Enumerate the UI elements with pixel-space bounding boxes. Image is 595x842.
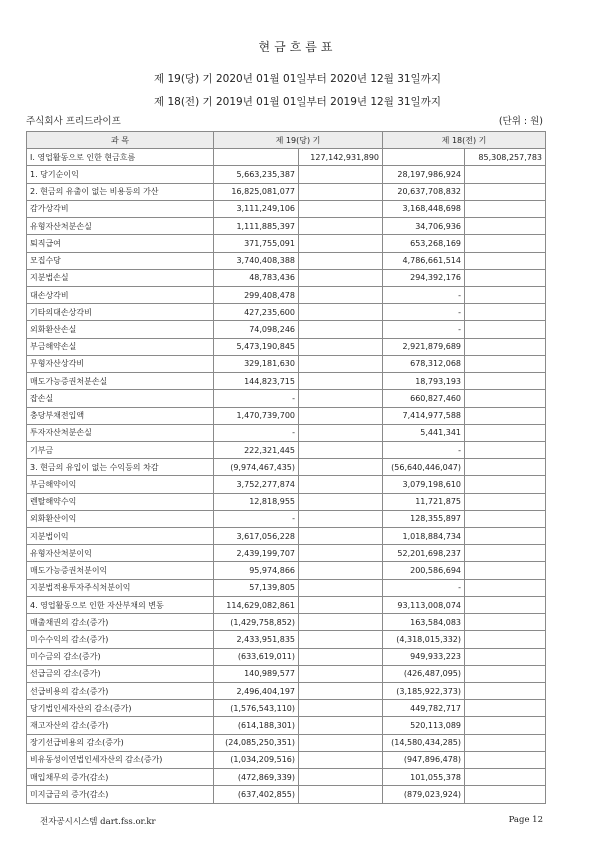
current-item-amount: (9,974,467,435) [214, 459, 299, 476]
current-subtotal-amount [299, 441, 383, 458]
current-subtotal-amount [299, 596, 383, 613]
current-item-amount: 5,663,235,387 [214, 166, 299, 183]
prior-item-amount: 128,355,897 [383, 510, 465, 527]
row-label: 기타의대손상각비 [27, 304, 214, 321]
unit-label: (단위 : 원) [498, 116, 543, 127]
prior-subtotal-amount [465, 304, 546, 321]
current-subtotal-amount [299, 321, 383, 338]
current-item-amount: 329,181,630 [214, 355, 299, 372]
table-row [27, 355, 546, 372]
prior-item-amount: 4,786,661,514 [383, 252, 465, 269]
row-label: 미지급금의 증가(감소) [27, 786, 214, 803]
row-label: 매출채권의 감소(증가) [27, 614, 214, 631]
prior-item-amount: 52,201,698,237 [383, 545, 465, 562]
current-item-amount: - [214, 510, 299, 527]
prior-item-amount: 1,018,884,734 [383, 528, 465, 545]
table-row [27, 183, 546, 200]
prior-item-amount: (3,185,922,373) [383, 683, 465, 700]
row-label: 잡손실 [27, 390, 214, 407]
current-subtotal-amount [299, 218, 383, 235]
prior-subtotal-amount [465, 218, 546, 235]
header-current-period: 제 19(당) 기 [214, 132, 383, 149]
prior-subtotal-amount [465, 631, 546, 648]
current-subtotal-amount [299, 493, 383, 510]
current-subtotal-amount [299, 528, 383, 545]
table-row [27, 424, 546, 441]
table-row [27, 304, 546, 321]
prior-subtotal-amount [465, 786, 546, 803]
row-label: 부금해약이익 [27, 476, 214, 493]
current-item-amount: - [214, 390, 299, 407]
prior-subtotal-amount [465, 545, 546, 562]
prior-subtotal-amount [465, 579, 546, 596]
row-label: 무형자산상각비 [27, 355, 214, 372]
current-item-amount: 427,235,600 [214, 304, 299, 321]
table-row [27, 700, 546, 717]
prior-item-amount: - [383, 579, 465, 596]
row-label: 매도가능증권처분이익 [27, 562, 214, 579]
prior-subtotal-amount [465, 493, 546, 510]
table-row [27, 269, 546, 286]
header-account: 과 목 [27, 132, 214, 149]
table-row [27, 562, 546, 579]
prior-subtotal-amount [465, 200, 546, 217]
table-row [27, 786, 546, 803]
current-item-amount: (472,869,339) [214, 769, 299, 786]
prior-item-amount: 5,441,341 [383, 424, 465, 441]
prior-item-amount: - [383, 441, 465, 458]
table-row [27, 665, 546, 682]
current-subtotal-amount [299, 304, 383, 321]
row-label: 매입채무의 증가(감소) [27, 769, 214, 786]
prior-item-amount: 678,312,068 [383, 355, 465, 372]
current-subtotal-amount [299, 648, 383, 665]
prior-item-amount: (14,580,434,285) [383, 734, 465, 751]
table-row [27, 579, 546, 596]
table-row [27, 459, 546, 476]
current-subtotal-amount: 127,142,931,890 [299, 149, 383, 166]
row-label: 1. 당기순이익 [27, 166, 214, 183]
prior-subtotal-amount [465, 648, 546, 665]
prior-subtotal-amount [465, 562, 546, 579]
row-label: 기부금 [27, 441, 214, 458]
row-label: 유형자산처분손실 [27, 218, 214, 235]
prior-item-amount: 2,921,879,689 [383, 338, 465, 355]
prior-item-amount: 3,168,448,698 [383, 200, 465, 217]
row-label: Ⅰ. 영업활동으로 인한 현금흐름 [27, 149, 214, 166]
table-row [27, 441, 546, 458]
row-label: 대손상각비 [27, 286, 214, 303]
current-item-amount: 3,111,249,106 [214, 200, 299, 217]
current-subtotal-amount [299, 631, 383, 648]
current-item-amount: 2,433,951,835 [214, 631, 299, 648]
prior-subtotal-amount [465, 700, 546, 717]
row-label: 4. 영업활동으로 인한 자산부채의 변동 [27, 596, 214, 613]
current-subtotal-amount [299, 338, 383, 355]
period-prior: 제 18(전) 기 2019년 01월 01일부터 2019년 12월 31일까지 [153, 96, 441, 108]
current-subtotal-amount [299, 562, 383, 579]
table-row [27, 717, 546, 734]
table-row [27, 200, 546, 217]
current-subtotal-amount [299, 235, 383, 252]
table-row [27, 734, 546, 751]
prior-subtotal-amount [465, 596, 546, 613]
prior-subtotal-amount [465, 510, 546, 527]
row-label: 렌탈해약수익 [27, 493, 214, 510]
current-subtotal-amount [299, 734, 383, 751]
current-item-amount: 3,617,056,228 [214, 528, 299, 545]
current-item-amount: 3,740,408,388 [214, 252, 299, 269]
prior-subtotal-amount [465, 407, 546, 424]
current-subtotal-amount [299, 476, 383, 493]
row-label: 선급비용의 감소(증가) [27, 683, 214, 700]
company-name: 주식회사 프리드라이프 [26, 116, 121, 127]
current-subtotal-amount [299, 579, 383, 596]
prior-subtotal-amount [465, 424, 546, 441]
prior-subtotal-amount [465, 614, 546, 631]
prior-subtotal-amount [465, 269, 546, 286]
current-item-amount: 16,825,081,077 [214, 183, 299, 200]
row-label: 부금해약손실 [27, 338, 214, 355]
current-subtotal-amount [299, 424, 383, 441]
current-item-amount: 114,629,082,861 [214, 596, 299, 613]
table-row [27, 769, 546, 786]
row-label: 매도가능증권처분손실 [27, 373, 214, 390]
table-row [27, 373, 546, 390]
prior-item-amount: (4,318,015,332) [383, 631, 465, 648]
current-item-amount: (633,619,011) [214, 648, 299, 665]
table-row [27, 149, 546, 166]
row-label: 외화환산이익 [27, 510, 214, 527]
table-row [27, 321, 546, 338]
prior-item-amount: 449,782,717 [383, 700, 465, 717]
prior-subtotal-amount [465, 321, 546, 338]
prior-subtotal-amount [465, 769, 546, 786]
current-subtotal-amount [299, 459, 383, 476]
current-item-amount: 74,098,246 [214, 321, 299, 338]
row-label: 외화환산손실 [27, 321, 214, 338]
current-item-amount [214, 149, 299, 166]
current-item-amount: (614,188,301) [214, 717, 299, 734]
current-item-amount: 222,321,445 [214, 441, 299, 458]
row-label: 비유동성이연법인세자산의 감소(증가) [27, 751, 214, 768]
prior-item-amount: - [383, 286, 465, 303]
current-subtotal-amount [299, 545, 383, 562]
table-row [27, 510, 546, 527]
table-row [27, 338, 546, 355]
prior-subtotal-amount [465, 717, 546, 734]
prior-item-amount: 520,113,089 [383, 717, 465, 734]
header-prior-period: 제 18(전) 기 [383, 132, 546, 149]
current-subtotal-amount [299, 700, 383, 717]
prior-item-amount: 20,637,708,832 [383, 183, 465, 200]
prior-subtotal-amount [465, 183, 546, 200]
prior-subtotal-amount [465, 390, 546, 407]
prior-subtotal-amount [465, 683, 546, 700]
prior-item-amount: (879,023,924) [383, 786, 465, 803]
table-row [27, 493, 546, 510]
prior-item-amount: 93,113,008,074 [383, 596, 465, 613]
row-label: 당기법인세자산의 감소(증가) [27, 700, 214, 717]
current-item-amount: 371,755,091 [214, 235, 299, 252]
row-label: 미수금의 감소(증가) [27, 648, 214, 665]
table-row [27, 648, 546, 665]
statement-title: 현금흐름표 [258, 40, 337, 54]
current-item-amount: 48,783,436 [214, 269, 299, 286]
prior-item-amount: (947,896,478) [383, 751, 465, 768]
row-label: 2. 현금의 유출이 없는 비용등의 가산 [27, 183, 214, 200]
current-subtotal-amount [299, 390, 383, 407]
prior-item-amount: 949,933,223 [383, 648, 465, 665]
current-item-amount: (1,576,543,110) [214, 700, 299, 717]
current-subtotal-amount [299, 252, 383, 269]
current-subtotal-amount [299, 286, 383, 303]
current-item-amount: (1,034,209,516) [214, 751, 299, 768]
row-label: 선급금의 감소(증가) [27, 665, 214, 682]
current-item-amount: 57,139,805 [214, 579, 299, 596]
current-item-amount: (24,085,250,351) [214, 734, 299, 751]
row-label: 충당부채전입액 [27, 407, 214, 424]
row-label: 모집수당 [27, 252, 214, 269]
table-row [27, 218, 546, 235]
current-subtotal-amount [299, 769, 383, 786]
current-subtotal-amount [299, 751, 383, 768]
prior-item-amount: 200,586,694 [383, 562, 465, 579]
row-label: 투자자산처분손실 [27, 424, 214, 441]
prior-item-amount: - [383, 321, 465, 338]
footer-source: 전자공시시스템 dart.fss.or.kr [40, 817, 156, 827]
prior-subtotal-amount [465, 235, 546, 252]
current-subtotal-amount [299, 166, 383, 183]
row-label: 유형자산처분이익 [27, 545, 214, 562]
prior-subtotal-amount [465, 252, 546, 269]
current-item-amount: 1,470,739,700 [214, 407, 299, 424]
current-item-amount: 3,752,277,874 [214, 476, 299, 493]
current-item-amount: 144,823,715 [214, 373, 299, 390]
table-row [27, 751, 546, 768]
table-row [27, 596, 546, 613]
row-label: 미수수익의 감소(증가) [27, 631, 214, 648]
prior-item-amount: (426,487,095) [383, 665, 465, 682]
current-item-amount: 12,818,955 [214, 493, 299, 510]
period-current: 제 19(당) 기 2020년 01월 01일부터 2020년 12월 31일까지 [153, 73, 441, 85]
current-item-amount: 2,496,404,197 [214, 683, 299, 700]
prior-item-amount: 163,584,083 [383, 614, 465, 631]
prior-item-amount: 653,268,169 [383, 235, 465, 252]
prior-item-amount: 34,706,936 [383, 218, 465, 235]
table-header-row [27, 132, 546, 149]
cash-flow-table [26, 131, 546, 804]
prior-item-amount: 101,055,378 [383, 769, 465, 786]
current-subtotal-amount [299, 510, 383, 527]
prior-subtotal-amount [465, 355, 546, 372]
current-subtotal-amount [299, 614, 383, 631]
current-item-amount: (637,402,855) [214, 786, 299, 803]
current-item-amount: - [214, 424, 299, 441]
table-row [27, 683, 546, 700]
current-subtotal-amount [299, 183, 383, 200]
prior-subtotal-amount [465, 338, 546, 355]
prior-subtotal-amount [465, 166, 546, 183]
table-row [27, 166, 546, 183]
table-row [27, 545, 546, 562]
current-subtotal-amount [299, 373, 383, 390]
prior-subtotal-amount [465, 286, 546, 303]
current-item-amount: (1,429,758,852) [214, 614, 299, 631]
table-row [27, 614, 546, 631]
prior-subtotal-amount [465, 373, 546, 390]
current-item-amount: 140,989,577 [214, 665, 299, 682]
row-label: 3. 현금의 유입이 없는 수익등의 차감 [27, 459, 214, 476]
prior-item-amount: 18,793,193 [383, 373, 465, 390]
row-label: 지분법손실 [27, 269, 214, 286]
row-label: 지분법적용투자주식처분이익 [27, 579, 214, 596]
row-label: 감가상각비 [27, 200, 214, 217]
prior-subtotal-amount: 85,308,257,783 [465, 149, 546, 166]
table-row [27, 476, 546, 493]
prior-subtotal-amount [465, 476, 546, 493]
prior-item-amount: 11,721,875 [383, 493, 465, 510]
table-row [27, 528, 546, 545]
prior-subtotal-amount [465, 751, 546, 768]
table-row [27, 235, 546, 252]
table-row [27, 390, 546, 407]
row-label: 퇴직급여 [27, 235, 214, 252]
prior-subtotal-amount [465, 441, 546, 458]
current-item-amount: 299,408,478 [214, 286, 299, 303]
prior-item-amount [383, 149, 465, 166]
current-subtotal-amount [299, 407, 383, 424]
current-subtotal-amount [299, 355, 383, 372]
current-subtotal-amount [299, 269, 383, 286]
table-row [27, 407, 546, 424]
prior-item-amount: 28,197,986,924 [383, 166, 465, 183]
prior-item-amount: 3,079,198,610 [383, 476, 465, 493]
prior-subtotal-amount [465, 459, 546, 476]
prior-item-amount: 7,414,977,588 [383, 407, 465, 424]
current-item-amount: 2,439,199,707 [214, 545, 299, 562]
current-subtotal-amount [299, 683, 383, 700]
current-subtotal-amount [299, 717, 383, 734]
row-label: 지분법이익 [27, 528, 214, 545]
current-item-amount: 5,473,190,845 [214, 338, 299, 355]
table-row [27, 286, 546, 303]
current-subtotal-amount [299, 665, 383, 682]
row-label: 장기선급비용의 감소(증가) [27, 734, 214, 751]
prior-item-amount: 660,827,460 [383, 390, 465, 407]
prior-item-amount: (56,640,446,047) [383, 459, 465, 476]
prior-item-amount: 294,392,176 [383, 269, 465, 286]
current-item-amount: 95,974,866 [214, 562, 299, 579]
row-label: 재고자산의 감소(증가) [27, 717, 214, 734]
prior-subtotal-amount [465, 528, 546, 545]
prior-subtotal-amount [465, 734, 546, 751]
current-item-amount: 1,111,885,397 [214, 218, 299, 235]
current-subtotal-amount [299, 786, 383, 803]
table-row [27, 252, 546, 269]
prior-subtotal-amount [465, 665, 546, 682]
prior-item-amount: - [383, 304, 465, 321]
page-number: Page 12 [508, 815, 543, 825]
current-subtotal-amount [299, 200, 383, 217]
table-row [27, 631, 546, 648]
